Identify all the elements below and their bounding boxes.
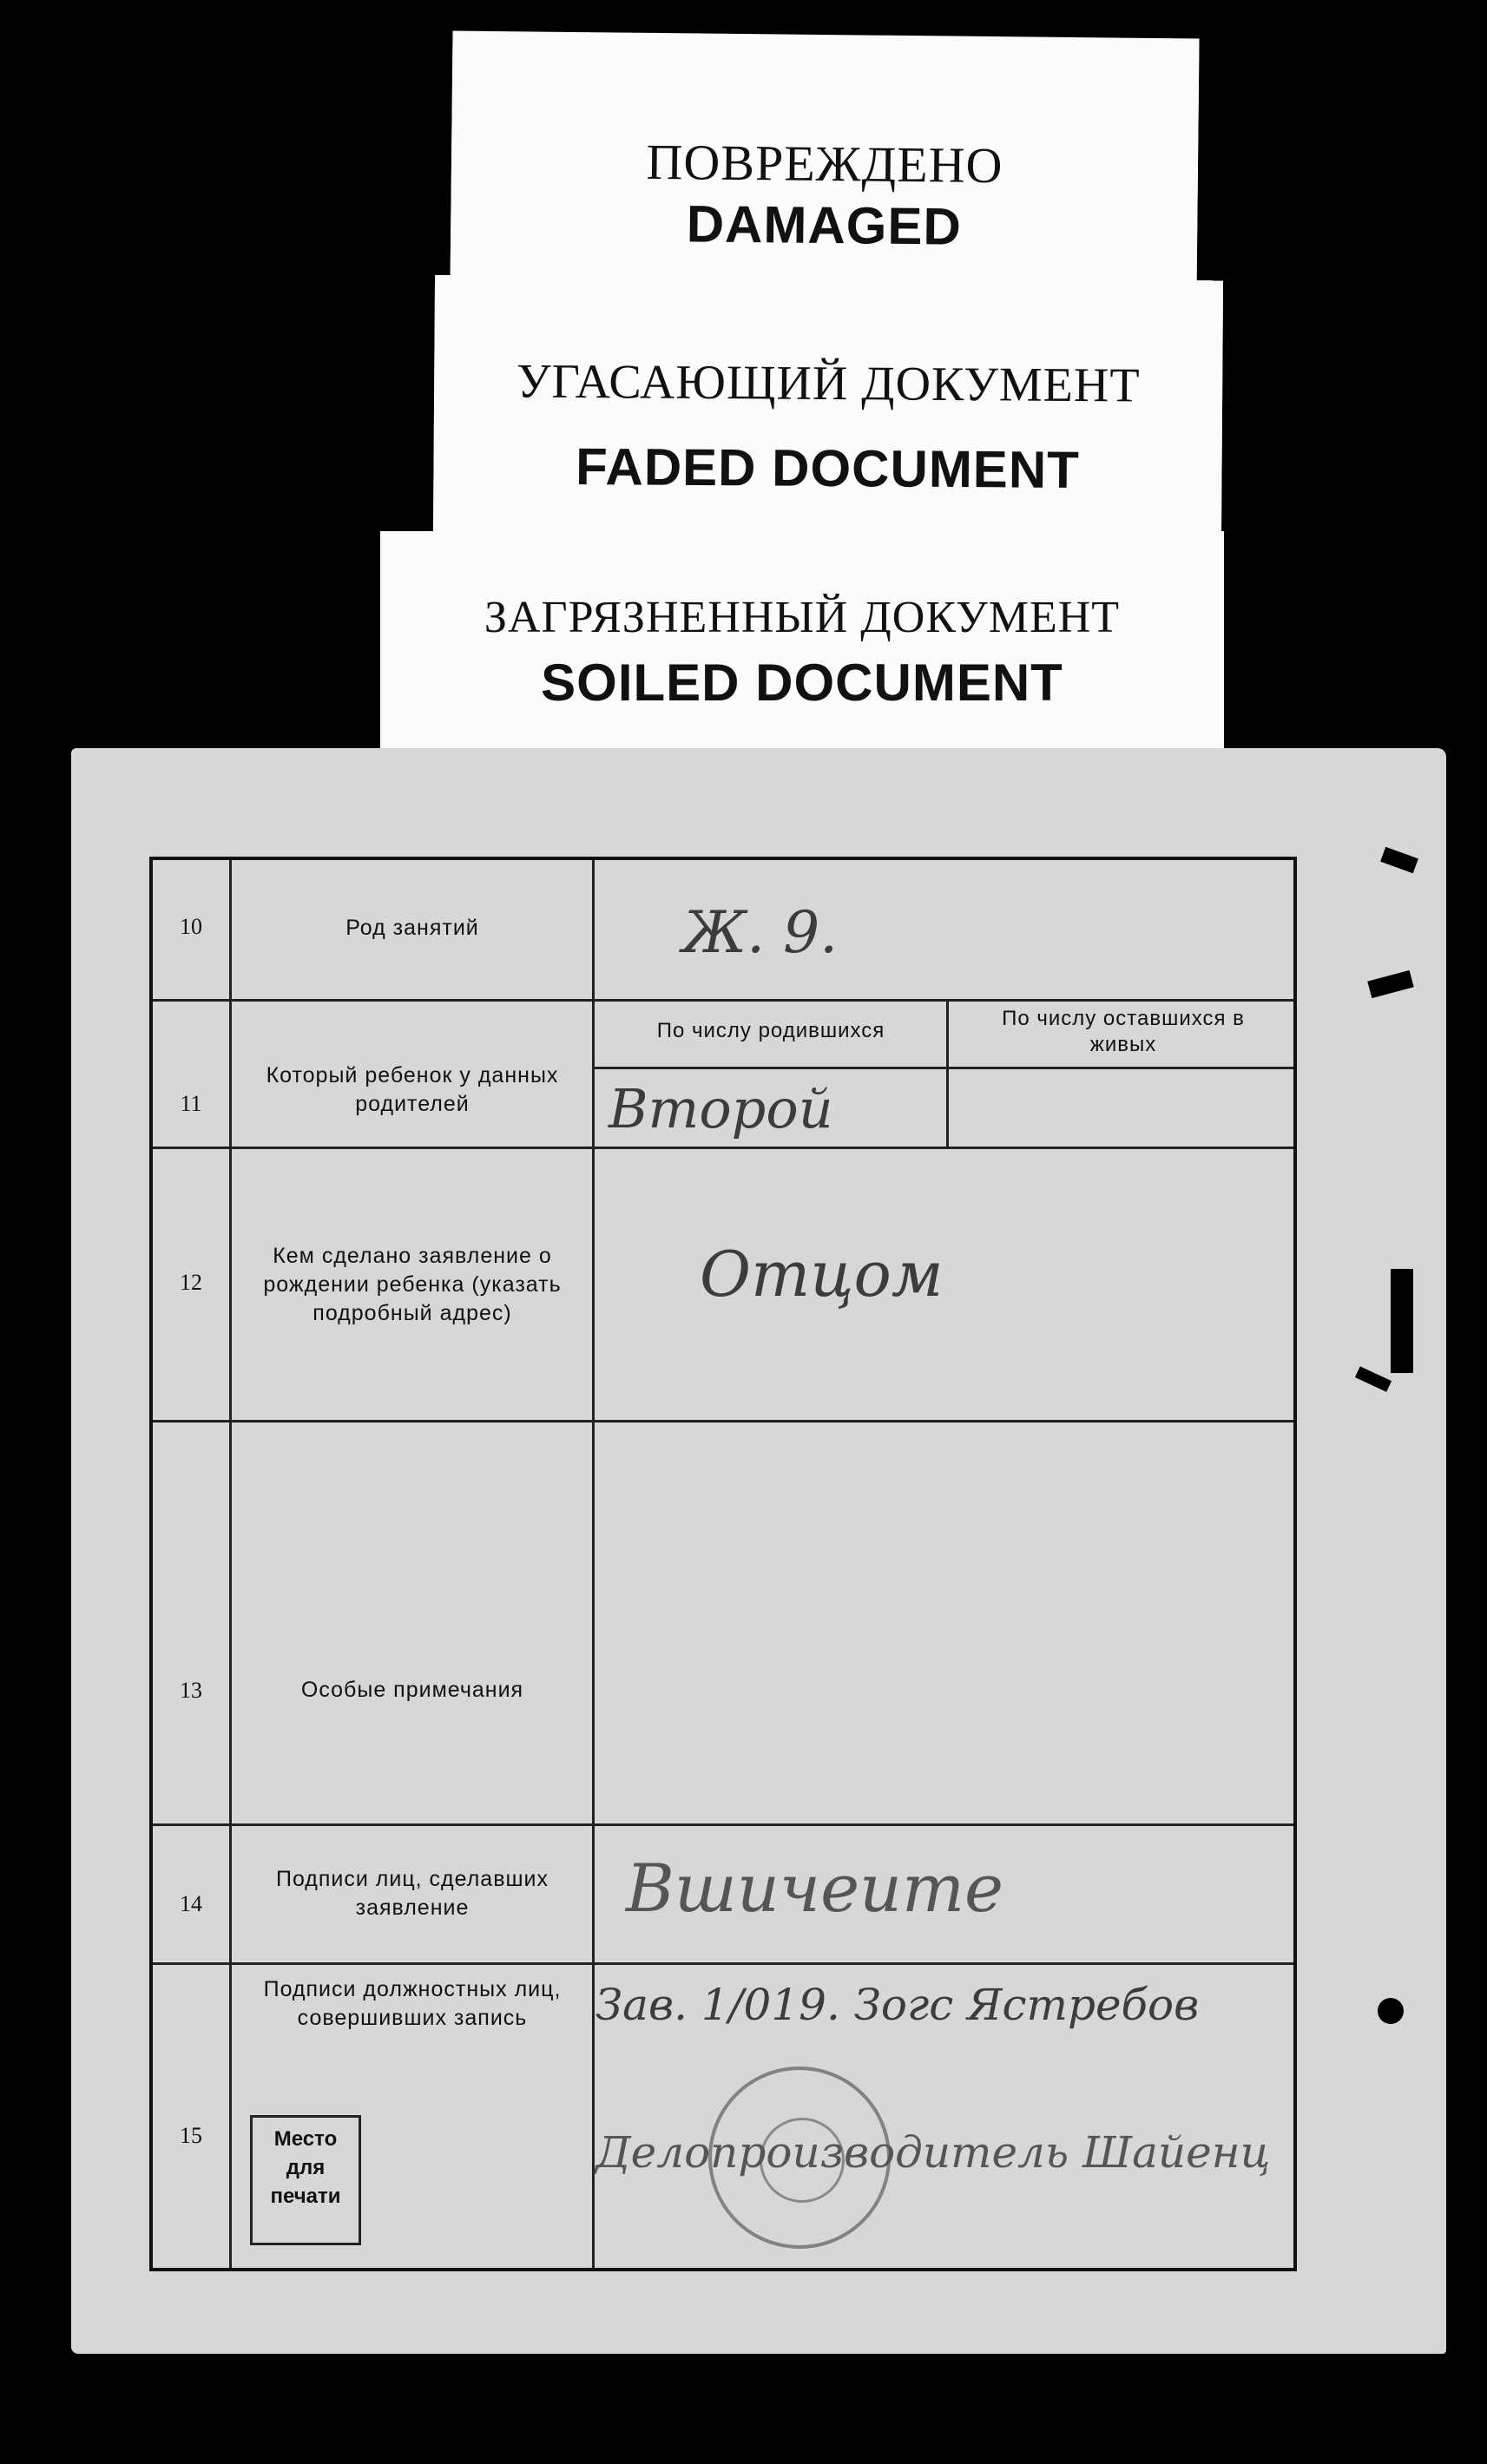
- row-14-label: Подписи лиц, сделавших заявление: [275, 1867, 549, 1920]
- row-11-number: 11: [180, 1091, 202, 1116]
- row-12-value: Отцом: [700, 1238, 944, 1311]
- flag-soiled-ru: ЗАГРЯЗНЕННЫЙ ДОКУМЕНТ: [484, 593, 1121, 642]
- document-sheet: [71, 748, 1446, 2354]
- row-10-value: Ж. 9.: [682, 899, 839, 966]
- flag-damaged-en: DAMAGED: [686, 194, 963, 256]
- flag-damaged-ru: ПОВРЕЖДЕНО: [646, 133, 1003, 194]
- row-14-value: Вшичеите: [626, 1850, 1004, 1927]
- row-12-label: Кем сделано заявление о рождении ребенка (указать подробный адрес): [263, 1244, 562, 1325]
- paper-tear: [1391, 1269, 1413, 1373]
- row-11-value-born: Второй: [609, 1077, 833, 1140]
- row-10-number: 10: [180, 914, 202, 939]
- row-13-label: Особые примечания: [300, 1678, 524, 1702]
- flag-soiled-en: SOILED DOCUMENT: [541, 654, 1063, 712]
- paper-tear: [1380, 847, 1418, 874]
- row-11-label: Который ребенок у данных родителей: [266, 1063, 559, 1116]
- row-15-number: 15: [180, 2123, 202, 2148]
- row-11-sub-alive: По числу оставшихся в живых: [1002, 1007, 1245, 1056]
- row-15-label: Подписи должностных лиц, совершивших запись: [263, 1977, 562, 2030]
- row-10-label: Род занятий: [345, 916, 479, 940]
- row-12-number: 12: [180, 1270, 202, 1295]
- flag-faded-en: FADED DOCUMENT: [575, 437, 1081, 500]
- row-14-number: 14: [180, 1891, 202, 1916]
- row-15-signature-line2: Делопроизводитель Шайенц: [595, 2127, 1271, 2178]
- paper-tear: [1355, 1366, 1392, 1392]
- flag-faded: [433, 275, 1223, 541]
- registration-form-table: [149, 857, 1297, 2271]
- stamp-place-box: Место для печати: [250, 2115, 361, 2245]
- paper-tear: [1367, 970, 1413, 998]
- flag-faded-ru: УГАСАЮЩИЙ ДОКУМЕНТ: [516, 354, 1141, 413]
- row-13-number: 13: [180, 1678, 202, 1703]
- row-11-sub-born: По числу родившихся: [656, 1019, 885, 1042]
- flag-damaged: [450, 31, 1199, 299]
- paper-tear: [1378, 1998, 1404, 2024]
- row-15-signature-line1: Зав. 1/019. Зогс Ястребов: [595, 1980, 1200, 2030]
- flag-soiled: [380, 531, 1224, 774]
